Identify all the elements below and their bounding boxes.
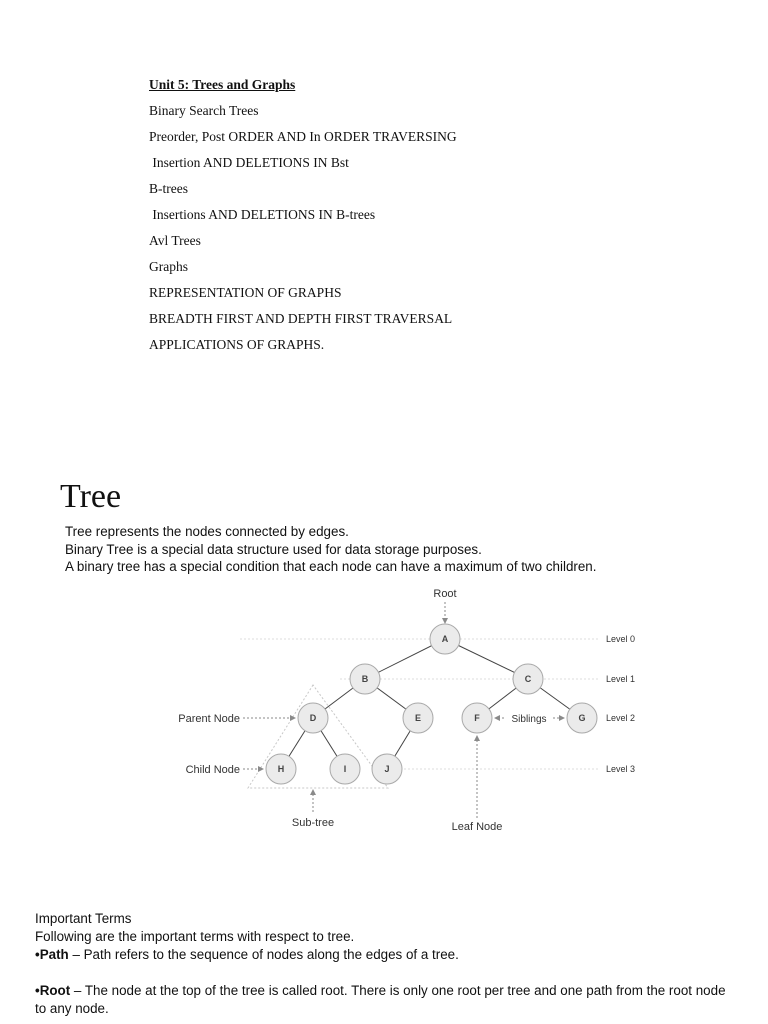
leaf-node-label: Leaf Node [451,821,503,833]
term-path-definition: – Path refers to the sequence of nodes along the edges of a tree. [68,947,459,962]
intro-paragraph [65,523,596,576]
outline-item: Insertions AND DELETIONS IN B-trees [149,207,376,222]
node-label: C [524,674,532,684]
node-label: D [309,713,317,723]
outline-item: Preorder, Post ORDER AND In ORDER TRAVERSING [149,129,457,144]
level-label: Level 2 [606,713,636,723]
outline-item: Binary Search Trees [149,103,259,118]
outline-item: BREADTH FIRST AND DEPTH FIRST TRAVERSAL [149,311,453,326]
outline-item: APPLICATIONS OF GRAPHS. [149,337,325,352]
outline-item: Avl Trees [149,233,201,248]
node-label: H [277,764,285,774]
terms-lead: Following are the important terms with respect to tree. [35,929,355,944]
tree-node-f [462,703,492,733]
section-title: Tree [60,478,122,515]
level-label: Level 0 [606,634,636,644]
outline-item: Insertion AND DELETIONS IN Bst [149,155,349,170]
tree-node-b [350,664,380,694]
tree-node-g [567,703,597,733]
intro-line: Binary Tree is a special data structure used for data storage purposes. [65,541,482,557]
child-node-label: Child Node [185,764,240,776]
tree-node-e [403,703,433,733]
tree-diagram [150,580,650,840]
siblings-label: Siblings [511,714,547,725]
node-label: F [474,713,480,723]
tree-node-h [266,754,296,784]
tree-node-a [430,624,460,654]
terms-heading: Important Terms [35,911,132,926]
parent-node-label: Parent Node [178,713,240,725]
term-root-name: •Root [35,983,71,998]
level-label: Level 3 [606,764,636,774]
node-label: A [441,634,449,644]
subtree-label: Sub-tree [291,817,335,829]
intro-line: A binary tree has a special condition that each node can have a maximum of two children. [65,559,597,574]
outline-item: B-trees [149,181,188,196]
term-path-name: •Path [35,947,69,962]
term-root-definition: – The node at the top of the tree is called root. There is only one root per tree and one path from the root node to any node. [35,983,726,1016]
node-label: B [361,674,369,684]
node-label: J [384,764,390,774]
node-label: I [343,764,347,774]
node-label: E [414,713,422,723]
important-terms [35,910,735,1018]
intro-line: Tree represents the nodes connected by edges. [65,524,349,539]
term-root [35,982,735,1018]
course-outline [149,76,457,362]
tree-node-j [372,754,402,784]
tree-node-i [330,754,360,784]
node-label: G [578,713,586,723]
root-label: Root [433,588,457,600]
tree-node-d [298,703,328,733]
outline-item: REPRESENTATION OF GRAPHS [149,285,342,300]
level-label: Level 1 [606,674,636,684]
outline-heading: Unit 5: Trees and Graphs [149,77,296,92]
term-path [35,946,735,964]
outline-item: Graphs [149,259,188,274]
tree-node-c [513,664,543,694]
